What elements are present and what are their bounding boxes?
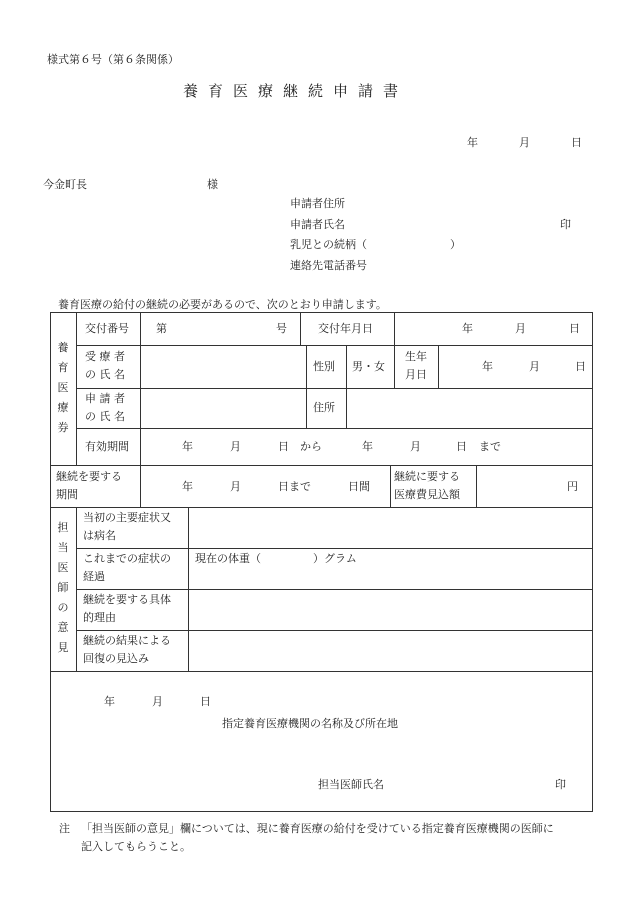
issue-number-field[interactable] bbox=[170, 316, 270, 340]
ticket-address-label: 住所 bbox=[313, 401, 335, 414]
date-year: 年 bbox=[467, 136, 478, 149]
validity-label: 有効期間 bbox=[85, 440, 129, 453]
period-label-1: 継続を要する bbox=[56, 470, 122, 483]
period-year: 年 bbox=[182, 480, 193, 493]
issue-no-label: 交付番号 bbox=[85, 322, 129, 335]
applicant-address-label: 申請者住所 bbox=[290, 197, 345, 210]
validity-month-1: 月 bbox=[230, 440, 241, 453]
outlook-label-1: 継続の結果による bbox=[83, 634, 171, 647]
date-month: 月 bbox=[519, 136, 530, 149]
period-month: 月 bbox=[230, 480, 241, 493]
phone-label: 連絡先電話番号 bbox=[290, 259, 367, 272]
weight-text: 現在の体重（ bbox=[195, 552, 261, 565]
applicant-label-1: 申 請 者 bbox=[85, 392, 125, 405]
patient-name-field[interactable] bbox=[141, 346, 305, 387]
intro-text: 養育医療の給付の継続の必要があるので、次のとおり申請します。 bbox=[58, 298, 387, 311]
weight-field[interactable] bbox=[265, 549, 311, 567]
validity-year-1: 年 bbox=[182, 440, 193, 453]
reason-label-1: 継続を要する具体 bbox=[83, 593, 171, 606]
relation-label: 乳児との続柄（ bbox=[290, 238, 367, 251]
issue-month: 月 bbox=[515, 322, 526, 335]
reason-field[interactable] bbox=[189, 590, 592, 629]
birth-day: 日 bbox=[575, 360, 586, 373]
initial-label-1: 当初の主要症状又 bbox=[83, 511, 171, 524]
applicant-name-label: 申請者氏名 bbox=[290, 218, 345, 231]
validity-year-2: 年 bbox=[362, 440, 373, 453]
patient-label-2: の 氏 名 bbox=[85, 368, 125, 381]
doctor-section-label: 担 当 医 師 の 意 見 bbox=[57, 521, 69, 654]
form-number: 様式第６号（第６条関係） bbox=[47, 53, 179, 66]
patient-label-1: 受 療 者 bbox=[85, 350, 125, 363]
validity-day-2: 日 bbox=[456, 440, 467, 453]
birth-label-1: 生年 bbox=[405, 350, 427, 363]
sig-year: 年 bbox=[104, 695, 115, 708]
issue-year: 年 bbox=[462, 322, 473, 335]
honorific: 様 bbox=[207, 178, 218, 191]
validity-day-1: 日 bbox=[278, 440, 289, 453]
weight-unit: ）グラム bbox=[313, 552, 357, 565]
form-title: 養育医療継続申請書 bbox=[183, 82, 409, 100]
date-day: 日 bbox=[571, 136, 582, 149]
progress-label-1: これまでの症状の bbox=[83, 552, 171, 565]
outlook-label-2: 回復の見込み bbox=[83, 652, 149, 665]
sex-label: 性別 bbox=[313, 360, 335, 373]
relation-close: ） bbox=[450, 238, 461, 251]
note-marker: 注 bbox=[59, 822, 70, 835]
ticket-applicant-name-field[interactable] bbox=[141, 389, 305, 427]
period-label-2: 期間 bbox=[56, 488, 78, 501]
issue-day: 日 bbox=[569, 322, 580, 335]
validity-month-2: 月 bbox=[410, 440, 421, 453]
sex-options[interactable]: 男・女 bbox=[352, 360, 385, 373]
birth-year: 年 bbox=[482, 360, 493, 373]
cost-yen: 円 bbox=[567, 480, 578, 493]
institution-label: 指定養育医療機関の名称及び所在地 bbox=[222, 717, 398, 730]
period-until: 日まで bbox=[278, 480, 311, 493]
note-line-2: 記入してもらうこと。 bbox=[81, 840, 191, 853]
birth-label-2: 月日 bbox=[405, 368, 427, 381]
ticket-section-label: 養 育 医 療 券 bbox=[57, 341, 69, 434]
cost-label-1: 継続に要する bbox=[394, 470, 460, 483]
addressee: 今金町長 bbox=[43, 178, 87, 191]
ticket-address-field[interactable] bbox=[347, 389, 592, 427]
validity-until: まで bbox=[479, 440, 501, 453]
issue-date-label: 交付年月日 bbox=[318, 322, 373, 335]
cost-field[interactable] bbox=[477, 466, 567, 506]
applicant-label-2: の 氏 名 bbox=[85, 410, 125, 423]
outlook-field[interactable] bbox=[189, 631, 592, 670]
applicant-seal: 印 bbox=[560, 218, 571, 231]
initial-label-2: は病名 bbox=[83, 529, 116, 542]
initial-symptoms-field[interactable] bbox=[189, 508, 592, 547]
doctor-seal: 印 bbox=[555, 778, 566, 791]
doctor-name-label: 担当医師氏名 bbox=[318, 778, 384, 791]
issue-no-suffix: 号 bbox=[276, 322, 287, 335]
issue-no-prefix: 第 bbox=[156, 322, 167, 335]
cost-label-2: 医療費見込額 bbox=[394, 488, 460, 501]
sig-day: 日 bbox=[200, 695, 211, 708]
sig-month: 月 bbox=[152, 695, 163, 708]
period-days: 日間 bbox=[348, 480, 370, 493]
validity-from: から bbox=[300, 440, 322, 453]
progress-label-2: 経過 bbox=[83, 570, 105, 583]
reason-label-2: 的理由 bbox=[83, 611, 116, 624]
note-line-1: 「担当医師の意見」欄については、現に養育医療の給付を受けている指定養育医療機関の医師に bbox=[81, 822, 554, 835]
birth-month: 月 bbox=[529, 360, 540, 373]
